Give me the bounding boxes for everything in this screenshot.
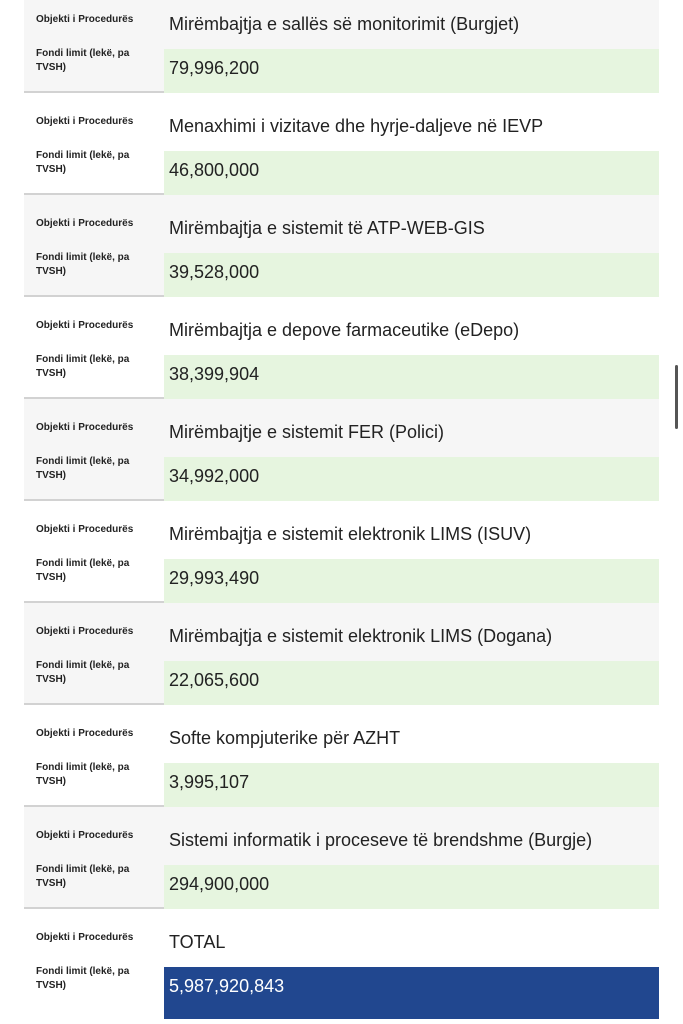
fondi-label: Fondi limit (lekë, pa TVSH): [36, 150, 130, 175]
fondi-value: 46,800,000: [164, 151, 659, 203]
table-row: [24, 93, 659, 195]
fondi-label: Fondi limit (lekë, pa TVSH): [36, 966, 130, 991]
table-row: [24, 807, 659, 909]
scrollbar-thumb[interactable]: [675, 365, 678, 429]
table-row: [24, 399, 659, 501]
fondi-label: Fondi limit (lekë, pa TVSH): [36, 558, 130, 583]
objekti-value: Mirëmbajtje e sistemit FER (Polici): [169, 422, 445, 442]
total-label: TOTAL: [169, 932, 226, 952]
objekti-label: Objekti i Procedurës: [36, 728, 134, 739]
fondi-value: 22,065,600: [164, 661, 659, 713]
fondi-value: 79,996,200: [164, 49, 659, 101]
objekti-label: Objekti i Procedurës: [36, 320, 134, 331]
fondi-value: 3,995,107: [164, 763, 659, 815]
table-row: [24, 705, 659, 807]
objekti-value: Mirëmbajtja e sistemit të ATP-WEB-GIS: [169, 218, 485, 238]
objekti-label: Objekti i Procedurës: [36, 932, 134, 943]
fondi-value: 38,399,904: [164, 355, 659, 407]
fondi-label: Fondi limit (lekë, pa TVSH): [36, 354, 130, 379]
objekti-value: Mirëmbajtja e sistemit elektronik LIMS (ISUV): [169, 524, 532, 544]
objekti-value: Mirëmbajtja e sistemit elektronik LIMS (Dogana): [169, 626, 553, 646]
fondi-value: 34,992,000: [164, 457, 659, 509]
procedures-table: [24, 0, 659, 1011]
objekti-value: Sistemi informatik i proceseve të brendshme (Burgje): [169, 830, 593, 850]
table-row: [24, 297, 659, 399]
fondi-label: Fondi limit (lekë, pa TVSH): [36, 864, 130, 889]
fondi-label: Fondi limit (lekë, pa TVSH): [36, 762, 130, 787]
table-row: [24, 195, 659, 297]
total-row: [24, 909, 659, 1011]
fondi-label: Fondi limit (lekë, pa TVSH): [36, 456, 130, 481]
fondi-label: Fondi limit (lekë, pa TVSH): [36, 48, 130, 73]
objekti-label: Objekti i Procedurës: [36, 116, 134, 127]
fondi-label: Fondi limit (lekë, pa TVSH): [36, 252, 130, 277]
objekti-value: Mirëmbajtja e sallës së monitorimit (Burgjet): [169, 14, 520, 34]
objekti-label: Objekti i Procedurës: [36, 626, 134, 637]
fondi-label: Fondi limit (lekë, pa TVSH): [36, 660, 130, 685]
table-row: [24, 501, 659, 603]
objekti-value: Mirëmbajtja e depove farmaceutike (eDepo): [169, 320, 520, 340]
objekti-label: Objekti i Procedurës: [36, 422, 134, 433]
objekti-label: Objekti i Procedurës: [36, 218, 134, 229]
objekti-value: Menaxhimi i vizitave dhe hyrje-daljeve në IEVP: [169, 116, 544, 136]
fondi-value: 294,900,000: [164, 865, 659, 917]
table-row: [24, 0, 659, 93]
total-value: 5,987,920,843: [164, 967, 659, 1019]
objekti-label: Objekti i Procedurës: [36, 524, 134, 535]
objekti-label: Objekti i Procedurës: [36, 830, 134, 841]
fondi-value: 39,528,000: [164, 253, 659, 305]
objekti-value: Softe kompjuterike për AZHT: [169, 728, 401, 748]
fondi-value: 29,993,490: [164, 559, 659, 611]
table-row: [24, 603, 659, 705]
objekti-label: Objekti i Procedurës: [36, 14, 134, 25]
